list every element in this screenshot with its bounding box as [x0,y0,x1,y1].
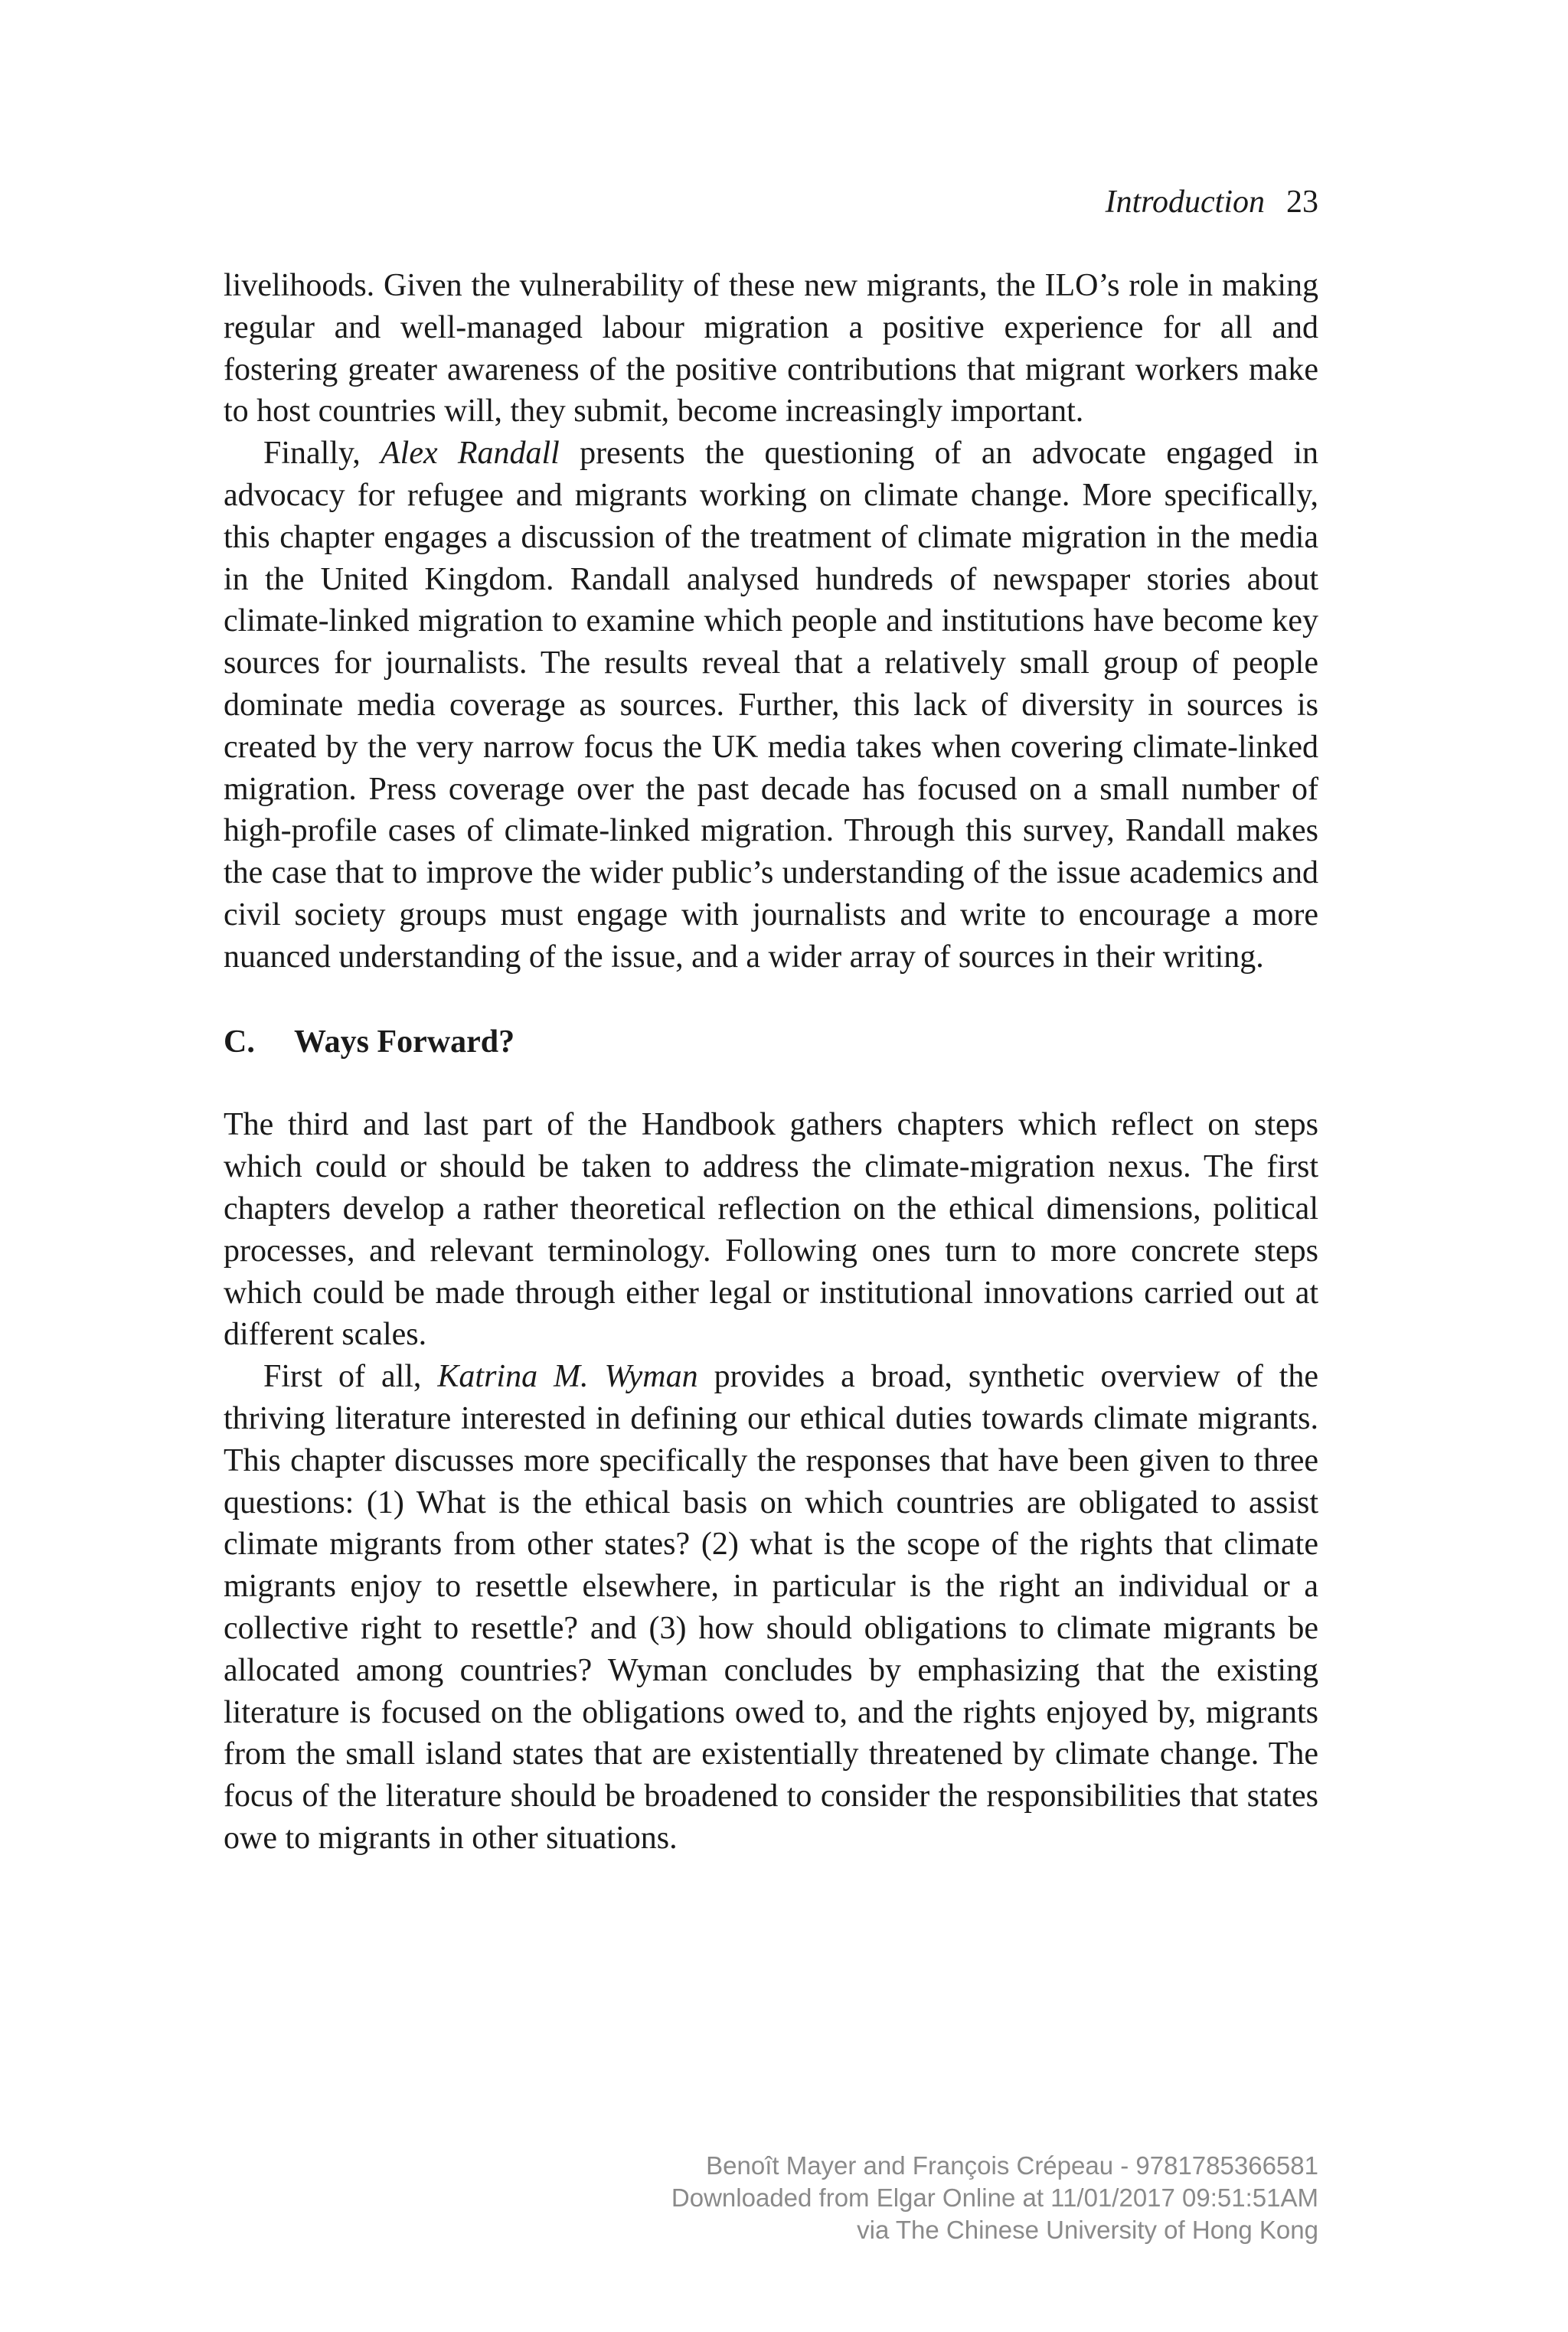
author-name-wyman: Katrina M. Wyman [437,1359,698,1395]
running-head [1106,181,1318,224]
author-name-randall: Alex Randall [381,436,560,472]
section-label: C. [224,1024,255,1060]
paragraph-continuation: livelihoods. Given the vulnerability of these new migrants, the ILO’s role in making regular and well-managed labour migration a positive experience for all and fostering greater awareness of the positive contributions that migrant workers make to host countries will, they submit, become increasingly important. [224,268,1318,429]
watermark-line: Benoît Mayer and François Crépeau - 9781785366581 [706,2151,1318,2180]
watermark-line: via The Chinese University of Hong Kong [857,2216,1318,2244]
paragraph-lead: First of all, [263,1359,438,1395]
section-title: Ways Forward? [294,1024,515,1060]
paragraph-randall [224,433,1318,978]
paragraph-body: presents the questioning of an advocate engaged in advocacy for refugee and migrants working on climate change. More specifically, this chapter engages a discussion of the treatment of climate migration in the media in the United Kingdom. Randall analysed hundreds of newspaper stories about climate-linked migration to examine which people and institutions have become key sources for journalists. The results reveal that a relatively small group of people dominate media coverage as sources. Further, this lack of diversity in sources is created by the very narrow focus the UK media takes when covering climate-linked migration. Press coverage over the past decade has focused on a small number of high-profile cases of climate-linked migration. Through this survey, Randall makes the case that to improve the wider public’s understanding of the issue academics and civil society groups must engage with journalists and write to encourage a more nuanced understanding of the issue, and a wider array of sources in their writing. [224,436,1319,975]
watermark-line: Downloaded from Elgar Online at 11/01/2017 09:51:51AM [671,2183,1318,2212]
body-text [224,265,1318,1860]
paragraph-wyman [224,1356,1318,1860]
section-heading [224,1021,1318,1063]
paragraph-part-three: The third and last part of the Handbook gathers chapters which reflect on steps which could or should be taken to address the climate-migration nexus. The first chapters develop a rather theoretical reflection on the ethical dimensions, political processes, and relevant terminology. Following ones turn to more concrete steps which could be made through either legal or institutional innovations carried out at different scales. [224,1107,1318,1353]
running-head-title: Introduction [1105,185,1265,220]
page-number: 23 [1286,185,1318,220]
download-watermark [671,2150,1318,2246]
paragraph-body: provides a broad, synthetic overview of the thriving literature interested in defining our ethical duties towards climate migrants. This chapter discusses more specifically the responses that have been given to three questions: (1) What is the ethical basis on which countries are obligated to assist climate migrants from other states? (2) what is the scope of the rights that climate migrants enjoy to resettle elsewhere, in particular is the right an individual or a collective right to resettle? and (3) how should obligations to climate migrants be allocated among countries? Wyman concludes by emphasizing that the existing literature is focused on the obligations owed to, and the rights enjoyed by, migrants from the small island states that are existentially threatened by climate change. The focus of the literature should be broadened to consider the responsibilities that states owe to migrants in other situations. [224,1359,1318,1856]
paragraph-lead: Finally, [263,436,381,472]
